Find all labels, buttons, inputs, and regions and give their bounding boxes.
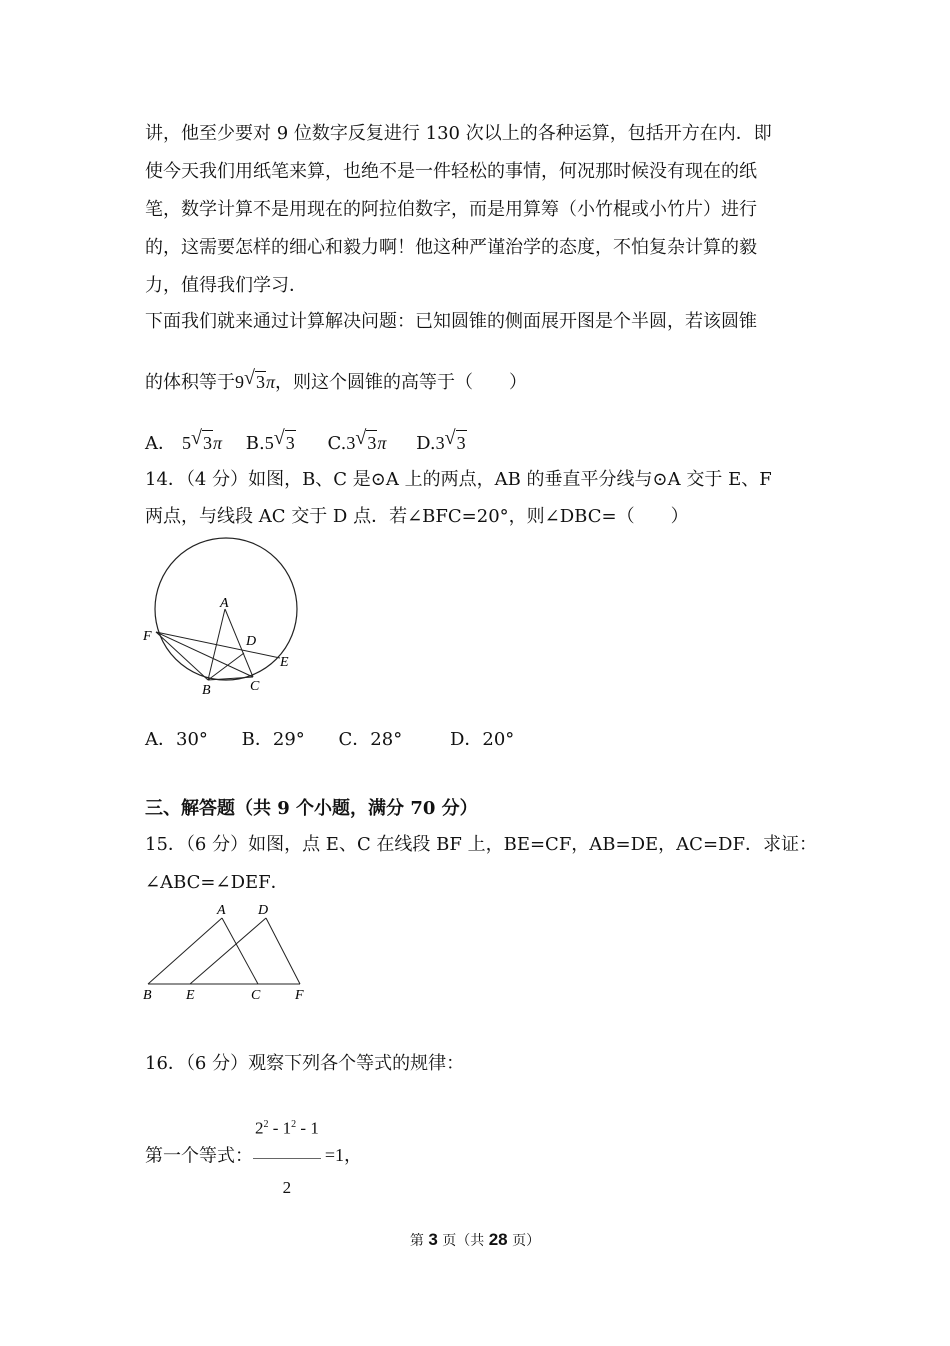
volume-prefix: 的体积等于 <box>145 372 235 393</box>
label-a: A <box>217 903 226 918</box>
paragraph-line-7 <box>145 367 528 395</box>
q16-line-1: 16．（6 分）观察下列各个等式的规律： <box>145 1053 465 1074</box>
label-d: D <box>246 634 257 649</box>
q14-option-c[interactable]: C．28° <box>338 729 403 750</box>
label-a: A <box>220 596 229 611</box>
label-e: E <box>186 988 195 1003</box>
section-3-heading: 三、解答题（共 9 个小题，满分 70 分） <box>145 798 478 819</box>
q13-option-b[interactable]: B.5 √ 3 <box>245 427 295 454</box>
q14-line-1: 14．（4 分）如图，B、C 是⊙A 上的两点，AB 的垂直平分线与⊙A 交于 E、F <box>145 469 772 490</box>
q14-line-2: 两点，与线段 AC 交于 D 点．若∠BFC=20°，则∠DBC=（ ） <box>145 506 689 527</box>
q15-line-2: ∠ABC=∠DEF． <box>145 872 289 893</box>
label-f: F <box>143 629 152 644</box>
page-footer: 第 3 页（共 28 页） <box>409 1230 541 1249</box>
q14-option-d[interactable]: D．20° <box>449 729 515 750</box>
volume-pi: π <box>266 372 276 392</box>
paragraph-line-2: 使今天我们用纸笔来算，也绝不是一件轻松的事情，何况那时候没有现在的纸 <box>145 161 757 182</box>
page-number: 3 <box>428 1230 438 1249</box>
paragraph-line-1: 讲，他至少要对 9 位数字反复进行 130 次以上的各种运算，包括开方在内．即 <box>145 123 772 144</box>
paragraph-line-4: 的，这需要怎样的细心和毅力啊！他这种严谨治学的态度，不怕复杂计算的毅 <box>145 237 757 258</box>
paragraph-line-5: 力，值得我们学习． <box>145 275 307 296</box>
q15-line-1: 15．（6 分）如图，点 E、C 在线段 BF 上，BE=CF，AB=DE，AC=DF．求证： <box>145 834 817 855</box>
q13-options <box>145 427 467 456</box>
q13-option-a[interactable]: A． 5 √ 3π <box>145 427 223 454</box>
label-b: B <box>202 683 211 698</box>
label-b: B <box>143 988 152 1003</box>
q14-option-a[interactable]: A．30° <box>145 729 208 750</box>
total-pages: 28 <box>488 1230 508 1249</box>
q13-option-c[interactable]: C.3 √ 3π <box>327 427 387 454</box>
q14-options <box>145 728 514 752</box>
q14-circle-figure <box>140 535 310 705</box>
volume-suffix: ，则这个圆锥的高等于（ ） <box>275 372 528 393</box>
label-e: E <box>280 655 289 670</box>
q14-option-b[interactable]: B．29° <box>241 729 305 750</box>
volume-sqrt: √ 3 <box>244 367 265 392</box>
volume-coef: 9 <box>235 372 244 392</box>
label-d: D <box>258 903 269 918</box>
q15-triangles-figure <box>140 898 320 1008</box>
paragraph-line-3: 笔，数学计算不是用现在的阿拉伯数字，而是用算筹（小竹棍或小竹片）进行 <box>145 199 757 220</box>
paragraph-line-6: 下面我们就来通过计算解决问题：已知圆锥的侧面展开图是个半圆，若该圆锥 <box>145 311 757 332</box>
q16-first-equation: 第一个等式： $\frac{2^2 - 1^2 - 1}{2}$ =1， <box>145 1100 362 1213</box>
label-f: F <box>295 988 304 1003</box>
fraction: $\frac{2^2 - 1^2 - 1}{2}$ <box>253 1100 321 1213</box>
label-c: C <box>251 988 261 1003</box>
q13-option-d[interactable]: D.3 √ 3 <box>416 427 466 454</box>
label-c: C <box>250 679 260 694</box>
